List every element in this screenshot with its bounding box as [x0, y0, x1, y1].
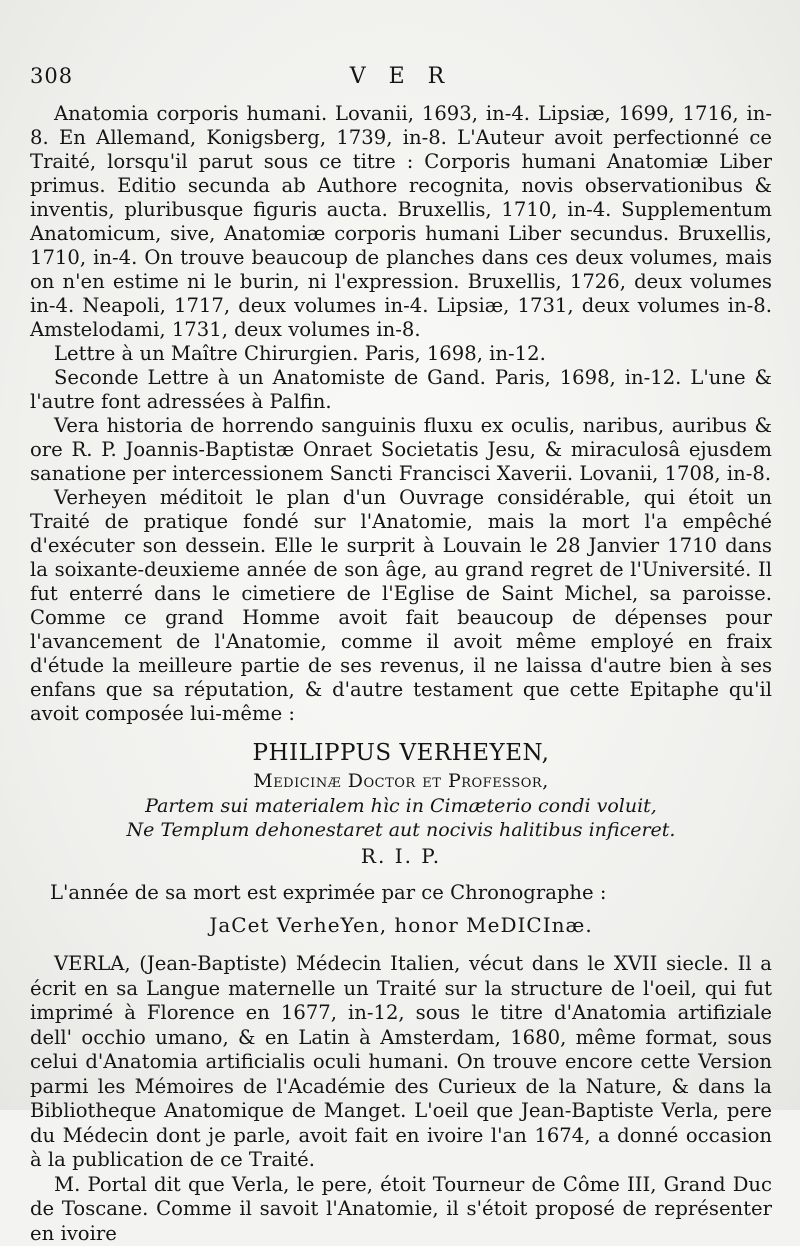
epitaph-name: PHILIPPUS VERHEYEN, — [30, 738, 772, 768]
paragraph-seconde-lettre: Seconde Lettre à un Anatomiste de Gand. Paris, 1698, in-12. L'une & l'autre font adressées à Palfin. — [30, 366, 772, 414]
paragraph-vera-historia: Vera historia de horrendo sanguinis fluxu ex oculis, naribus, auribus & ore R. P. Joannis-Baptistæ Onraet Societatis Jesu, & miraculosâ ejusdem sanatione per intercessionem Sancti Francisci Xaverii. Lovanii, 1708, in-8. — [30, 414, 772, 486]
running-head: V E R — [30, 64, 772, 89]
chronogram-intro: L'année de sa mort est exprimée par ce Chronographe : — [30, 878, 772, 908]
epitaph-line-1: Partem sui materialem hìc in Cimæterio condi voluit, — [30, 794, 772, 818]
epitaph-line-2: Ne Templum dehonestaret aut nocivis halitibus inficeret. — [30, 818, 772, 842]
paragraph-anatomia: Anatomia corporis humani. Lovanii, 1693, in-4. Lipsiæ, 1699, 1716, in-8. En Allemand, Konigsberg, 1739, in-8. L'Auteur avoit perfectionné ce Traité, lorsqu'il parut sous ce titre : Corporis humani Anatomiæ Liber primus. Editio secunda ab Authore recognita, novis observationibus & inventis, pluribusque figuris aucta. Bruxellis, 1710, in-4. Supplementum Anatomicum, sive, Anatomiæ corporis humani Liber secundus. Bruxellis, 1710, in-4. On trouve beaucoup de planches dans ces deux volumes, mais on n'en estime ni le burin, ni l'expression. Bruxellis, 1726, deux volumes in-4. Neapoli, 1717, deux volumes in-4. Lipsiæ, 1731, deux volumes in-8. Amstelodami, 1731, deux volumes in-8. — [30, 102, 772, 342]
page-header — [30, 64, 772, 96]
paragraph-biography: Verheyen méditoit le plan d'un Ouvrage considérable, qui étoit un Traité de pratique fondé sur l'Anatomie, mais la mort l'a empêché d'exécuter son dessein. Elle le surprit à Louvain le 28 Janvier 1710 dans la soixante-deuxieme année de son âge, au grand regret de l'Université. Il fut enterré dans le cimetiere de l'Eglise de Saint Michel, sa paroisse. Comme ce grand Homme avoit fait beaucoup de dépenses pour l'avancement de l'Anatomie, comme il avoit même employé en fraix d'étude la meilleure partie de ses revenus, il ne laissa d'autre bien à ses enfans que sa réputation, & d'autre testament que cette Epitaphe qu'il avoit composée lui-même : — [30, 486, 772, 726]
epitaph-title: Medicinæ Doctor et Professor, — [30, 768, 772, 794]
epitaph — [30, 738, 772, 870]
verla-entry — [30, 952, 772, 1246]
epitaph-rip: R. I. P. — [30, 842, 772, 870]
page-number: 308 — [30, 64, 73, 88]
paragraph-lettre: Lettre à un Maître Chirurgien. Paris, 1698, in-12. — [30, 342, 772, 366]
verheyen-entry — [30, 102, 772, 726]
paragraph-verla: VERLA, (Jean-Baptiste) Médecin Italien, vécut dans le XVII siecle. Il a écrit en sa Langue maternelle un Traité sur la structure de l'oeil, qui fut imprimé à Florence en 1677, in-12, sous le titre d'Anatomia artifiziale dell' occhio umano, & en Latin à Amsterdam, 1680, même format, sous celui d'Anatomia artificialis oculi humani. On trouve encore cette Version parmi les Mémoires de l'Académie des Curieux de la Nature, & dans la Bibliotheque Anatomique de Manget. L'oeil que Jean-Baptiste Verla, pere du Médecin dont je parle, avoit fait en ivoire l'an 1674, a donné occasion à la publication de ce Traité. — [30, 952, 772, 1173]
chronogram: JaCet VerheYen, honor MeDICInæ. — [30, 908, 772, 942]
paragraph-portal: M. Portal dit que Verla, le pere, étoit Tourneur de Côme III, Grand Duc de Toscane. Comme il savoit l'Anatomie, il s'étoit proposé de représenter en ivoire — [30, 1173, 772, 1246]
